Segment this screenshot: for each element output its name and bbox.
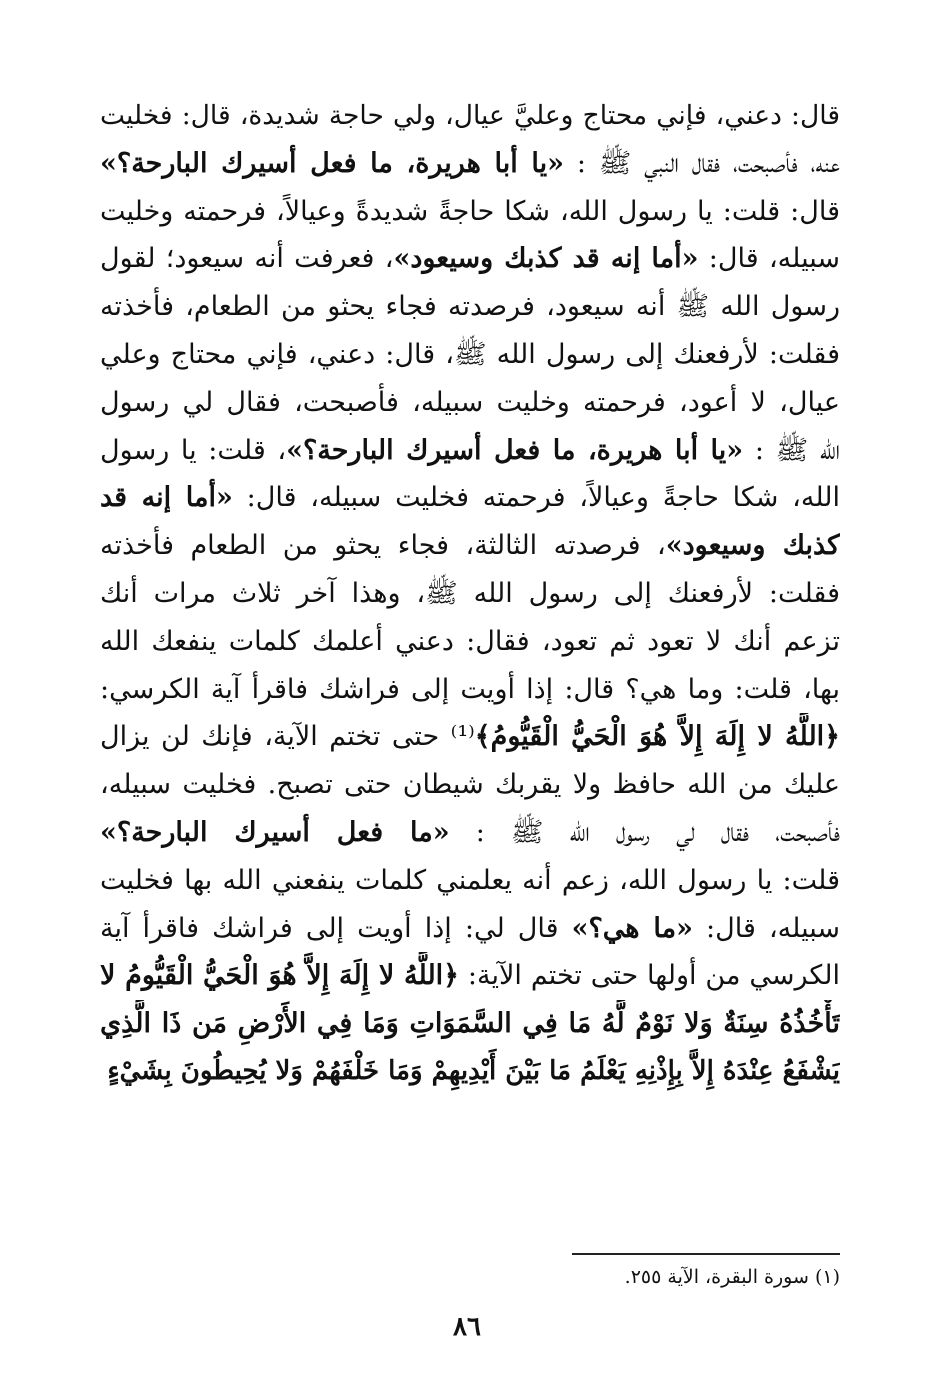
text-segment: عيال، لا أعود، فرحمته وخليت سبيله، فأصبحت، فقال لي رسول (100, 386, 840, 418)
text-line (100, 283, 840, 331)
text-segment: الله ﷺ : (743, 434, 840, 466)
text-line (100, 474, 840, 522)
bold-quote: «أما إنه قد (100, 482, 233, 514)
text-line (100, 618, 840, 666)
text-line (100, 761, 840, 809)
text-line (100, 92, 840, 140)
text-line (100, 857, 840, 905)
text-line (100, 1000, 840, 1048)
text-segment: قلت: يا رسول الله، زعم أنه يعلمني كلمات ينفعني الله بها فخليت (100, 864, 840, 896)
text-line (100, 235, 840, 283)
text-segment: ⁽¹⁾ حتى تختم الآية، فإنك لن يزال (100, 721, 475, 753)
bold-quote: ﴿اللَّهُ لا إِلَهَ إِلاَّ هُوَ الْحَيُّ الْقَيُّومُ لا (100, 960, 460, 992)
text-segment: الله، شكا حاجةً وعيالاً، فرحمته فخليت سبيله، قال: (232, 482, 840, 514)
bold-quote: تَأْخُذُهُ سِنَةٌ وَلا نَوْمٌ لَّهُ مَا فِي السَّمَوَاتِ وَمَا فِي الأَرْضِ مَن ذَا الَّذِي (100, 1008, 840, 1040)
text-segment: قال: قلت: يا رسول الله، شكا حاجةً شديدةً وعيالاً، فرحمته وخليت (100, 195, 840, 227)
text-line (100, 188, 840, 236)
bold-quote: «يا أبا هريرة، ما فعل أسيرك البارحة؟» (286, 434, 744, 466)
text-segment: سبيله، قال: (698, 243, 840, 275)
bold-quote: «أما إنه قد كذبك وسيعود» (393, 243, 699, 275)
text-line (100, 140, 840, 188)
bold-quote: يَشْفَعُ عِنْدَهُ إِلاَّ بِإِذْنِهِ يَعْلَمُ مَا بَيْنَ أَيْدِيهِمْ وَمَا خَلْفَهُمْ وَلا يُحِيطُونَ بِشَيْءٍ (107, 1055, 840, 1086)
text-segment: قال: دعني، فإني محتاج وعليَّ عيال، ولي حاجة شديدة، قال: فخليت (100, 100, 840, 131)
text-line (100, 522, 840, 570)
text-segment: فقلت: لأرفعنك إلى رسول الله ﷺ، وهذا آخر ثلاث مرات أنك (100, 577, 840, 609)
text-segment: الكرسي من أولها حتى تختم الآية: (459, 960, 840, 992)
text-segment: سبيله، قال: (692, 912, 840, 944)
text-line (100, 379, 840, 427)
text-segment: ، فعرفت أنه سيعود؛ لقول (100, 243, 394, 275)
text-segment: ، فرصدته الثالثة، فجاء يحثو من الطعام فأخذته (100, 530, 666, 562)
text-line (100, 666, 840, 714)
bold-quote: ﴿اللَّهُ لا إِلَهَ إِلاَّ هُوَ الْحَيُّ الْقَيُّومُ﴾ (474, 721, 840, 753)
text-line (100, 427, 840, 475)
page-number: ٨٦ (453, 1312, 481, 1342)
text-line (100, 809, 840, 857)
text-line (100, 905, 840, 953)
body-text (100, 92, 840, 1096)
text-segment: رسول الله ﷺ أنه سيعود، فرصدته فجاء يحثو من الطعام، فأخذته (100, 291, 840, 323)
text-line (100, 1048, 840, 1096)
text-line (100, 713, 840, 761)
bold-quote: كذبك وسيعود» (665, 530, 840, 562)
text-line (100, 331, 840, 379)
text-segment: تزعم أنك لا تعود ثم تعود، فقال: دعني أعلمك كلمات ينفعك الله (100, 625, 840, 657)
text-segment: قال لي: إذا أويت إلى فراشك فاقرأ آية (100, 912, 572, 944)
text-segment: فأصبحت، فقال لي رسول الله ﷺ : (449, 816, 840, 848)
text-segment: فقلت: لأرفعنك إلى رسول الله ﷺ، قال: دعني، فإني محتاج وعلي (100, 338, 840, 370)
text-line (100, 952, 840, 1000)
text-segment: بها، قلت: وما هي؟ قال: إذا أويت إلى فراشك فاقرأ آية الكرسي: (100, 673, 840, 705)
bold-quote: «يا أبا هريرة، ما فعل أسيرك البارحة؟» (100, 147, 565, 179)
text-segment: عنه، فأصبحت، فقال النبي ﷺ : (564, 147, 840, 179)
text-segment: عليك من الله حافظ ولا يقربك شيطان حتى تصبح. فخليت سبيله، (100, 769, 840, 801)
footnote-divider (572, 1253, 840, 1255)
text-segment: ، قلت: يا رسول (100, 434, 287, 466)
bold-quote: «ما فعل أسيرك البارحة؟» (100, 816, 450, 848)
text-line (100, 570, 840, 618)
footnote: (١) سورة البقرة، الآية ٢٥٥. (624, 1266, 840, 1288)
bold-quote: «ما هي؟» (571, 912, 693, 944)
